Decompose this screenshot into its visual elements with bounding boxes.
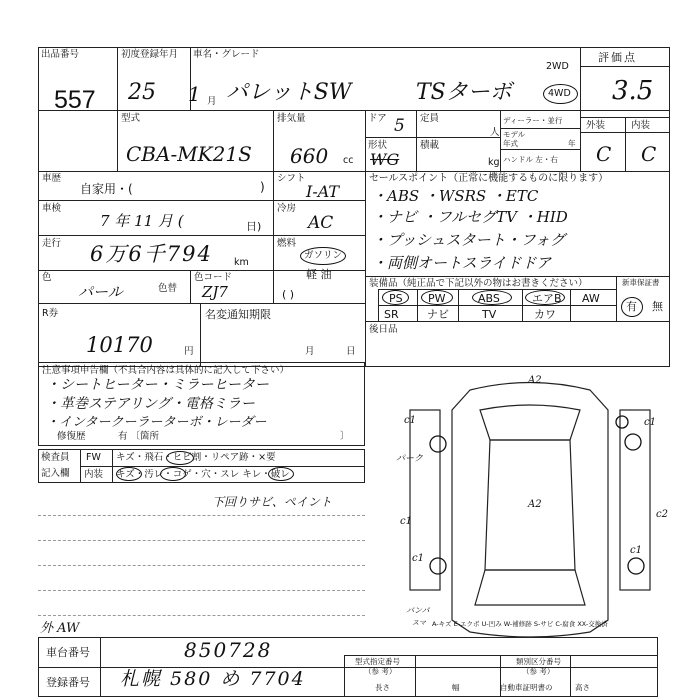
doors-label: ドア (368, 113, 387, 124)
diagram-c1-3: c1 (400, 516, 412, 527)
first-registration-year: 25 (128, 80, 156, 105)
mileage-value: 6万6千794 (90, 242, 213, 266)
equipment-title: 装備品（純正品で下記以外の物はお書きください） (369, 278, 588, 289)
inspector-interior-items: キズ・汚レ・コゲ・穴・スレ キレ・破レ (116, 469, 290, 480)
equip-pw-circle (421, 290, 453, 305)
score-label: 評価点 (598, 51, 637, 64)
diagram-c1-5: c1 (630, 545, 642, 556)
mark-circle-4 (166, 451, 194, 465)
km-unit: km (234, 257, 249, 268)
body-value: WG (370, 150, 400, 169)
diagram-parking: パーク (396, 454, 424, 464)
handle-label: ハンドル 左・右 (503, 155, 558, 164)
mark-circle-3 (268, 467, 294, 481)
cert-label: 自動車証明書の (500, 683, 553, 692)
diagram-bumper: バンパ (406, 606, 430, 615)
month-unit: 月 (207, 96, 217, 107)
drive-4wd: 4WD (548, 88, 571, 99)
equip-abs: ABS (478, 292, 500, 305)
equip-abs-circle (472, 290, 512, 305)
notice-label: 名変通知期限 (205, 308, 271, 321)
notice-month: 月 (305, 346, 315, 357)
repair-close: 〕 (340, 431, 350, 442)
lot-number: 557 (54, 86, 96, 114)
year-unit: 年 (568, 139, 576, 148)
registration-value: 札幌 580 め 7704 (120, 668, 306, 690)
cc-unit: cc (343, 155, 354, 166)
dealer-label: ディーラー・並行 (503, 116, 563, 125)
model-spec-label: 型式指定番号 (355, 657, 400, 666)
fuel-gasoline: ガソリン (304, 250, 343, 261)
sales-line-3: ・プッシュスタート・フォグ (372, 231, 565, 249)
history-value: 自家用・( (80, 182, 133, 196)
mark-circle-1 (116, 467, 142, 481)
color-change-label: 色替 (158, 283, 178, 294)
drive-2wd: 2WD (546, 61, 569, 72)
inspection-label: 車検 (42, 203, 62, 214)
warranty-yes: 有 (626, 300, 637, 313)
width-label: 幅 (452, 683, 460, 692)
diagram-a2-mid: A2 (528, 499, 542, 510)
ac-label: 冷房 (277, 203, 297, 214)
sales-line-1: ・ABS ・WSRS ・ETC (372, 187, 539, 205)
equip-pw: PW (428, 292, 446, 305)
shift-label: シフト (277, 173, 306, 184)
load-label: 積載 (420, 140, 440, 151)
diagram-c1-4: c1 (412, 553, 424, 564)
inspector-comment: 下回りサビ、ペイント (212, 495, 332, 509)
damage-mark-4 (628, 558, 644, 574)
type-label: 型式 (121, 113, 141, 124)
color-code-label: 色コード (194, 272, 233, 283)
history-label: 車歴 (42, 173, 62, 184)
right-side (620, 410, 650, 590)
equip-ps-circle (382, 290, 409, 305)
model-spec-ref: （参 考） (364, 667, 397, 676)
notes-line-2: ・革巻ステアリング・電格ミラー (46, 396, 255, 412)
model-label: 車名・グレード (193, 49, 260, 60)
damage-mark-3 (430, 558, 446, 574)
equip-airbag-circle (525, 290, 565, 305)
notice-day: 日 (346, 346, 356, 357)
chassis-label: 車台番号 (46, 646, 90, 659)
length-label: 長さ (375, 683, 390, 692)
color-code-value: ZJ7 (202, 283, 228, 301)
inspector-fw-items: キズ・飛石・ヒビ割・リペア跡・×要 (116, 452, 276, 463)
equip-airbag: エアB (532, 292, 562, 305)
notes-title: 注意事項申告欄（不具合内容は具体的に記入して下さい） (42, 365, 290, 376)
interior-grade: C (641, 142, 657, 166)
chassis-value: 850728 (184, 638, 273, 662)
yen-unit: 円 (184, 346, 194, 357)
lot-number-label: 出品番号 (41, 49, 80, 60)
model-name: パレットSW (226, 80, 352, 105)
registration-label: 登録番号 (46, 676, 90, 689)
fuel-other: ( ) (282, 288, 295, 301)
sales-line-2: ・ナビ ・フルセグTV ・HID (372, 208, 568, 226)
equip-navi: ナビ (427, 308, 449, 321)
equip-aw: AW (582, 292, 600, 305)
person-unit: 人 (490, 127, 500, 138)
color-label: 色 (42, 272, 52, 283)
repair-value: 有 〔箇所 (118, 431, 160, 442)
warranty-label: 新車保証書 (622, 278, 660, 287)
diagram-a2-top: A2 (528, 375, 542, 386)
equip-ps: PS (389, 292, 403, 305)
inspector-interior: 内装 (84, 469, 104, 480)
history-close: ) (260, 180, 265, 194)
mark-circle-2 (160, 467, 186, 481)
score-value: 3.5 (612, 76, 654, 106)
fuel-label: 燃料 (277, 238, 297, 249)
notes-line-3: ・インタークーラーターボ・レーダー (46, 415, 267, 430)
first-registration-label: 初度登録年月 (121, 49, 179, 60)
diagram-small: スマ (412, 619, 426, 627)
car-windshield (480, 405, 580, 440)
inspector-label-1: 検査員 (41, 452, 70, 463)
height-label: 高さ (575, 683, 590, 692)
sales-line-4: ・両側オートスライドドア (372, 254, 551, 272)
model-year-label-2: 年式 (503, 139, 518, 148)
shift-value: I-AT (306, 182, 340, 201)
exterior-label: 外装 (586, 120, 606, 131)
diagram-c2: c2 (656, 509, 668, 520)
car-rear-window (475, 570, 585, 605)
inspector-fw: FW (86, 452, 101, 463)
displacement-value: 660 (290, 144, 329, 168)
inspection-value: 7 年 11 月 ( (100, 212, 184, 230)
diagram-legend: A-キズ E-エクボ U-凹み W-補修跡 S-サビ C-腐食 XX-交換済 (432, 620, 608, 628)
equip-leather: カワ (534, 308, 556, 321)
classify-ref: （参 考） (522, 667, 555, 676)
outside-note: 外 AW (40, 621, 80, 636)
kg-unit: kg (488, 157, 500, 168)
classify-label: 類別区分番号 (516, 657, 561, 666)
r-ticket-value: 10170 (86, 333, 153, 357)
damage-mark-5 (616, 416, 628, 428)
displacement-label: 排気量 (277, 113, 306, 124)
notes-line-1: ・シートヒーター・ミラーヒーター (46, 377, 269, 393)
body-label: 形状 (368, 140, 388, 151)
inspector-label-2: 記入欄 (41, 468, 70, 479)
repair-label: 修復歴 (57, 431, 86, 442)
exterior-grade: C (596, 142, 612, 166)
inspection-day: 日) (246, 220, 262, 233)
equip-sr: SR (384, 308, 399, 321)
grade: TSターボ (416, 80, 512, 105)
doors-value: 5 (394, 116, 405, 136)
sales-title: セールスポイント（正常に機能するものに限ります） (369, 173, 609, 184)
first-registration-month: 1 (188, 82, 201, 106)
model-year-label-1: モデル (503, 130, 526, 139)
damage-mark-1 (430, 436, 446, 452)
type-value: CBA-MK21S (126, 142, 252, 166)
equip-tv: TV (482, 308, 497, 321)
r-ticket-label: R券 (42, 308, 59, 319)
after-items-label: 後日品 (369, 324, 398, 335)
damage-mark-2 (625, 434, 641, 450)
interior-label: 内装 (631, 120, 651, 131)
mileage-label: 走行 (42, 238, 62, 249)
ac-value: AC (308, 213, 334, 233)
warranty-no: 無 (652, 300, 663, 313)
diagram-c1-1: c1 (404, 415, 416, 426)
fuel-diesel: 軽 油 (306, 268, 332, 281)
capacity-label: 定員 (420, 113, 440, 124)
color-value: パール (78, 283, 123, 301)
diagram-c1-2: c1 (644, 417, 656, 428)
